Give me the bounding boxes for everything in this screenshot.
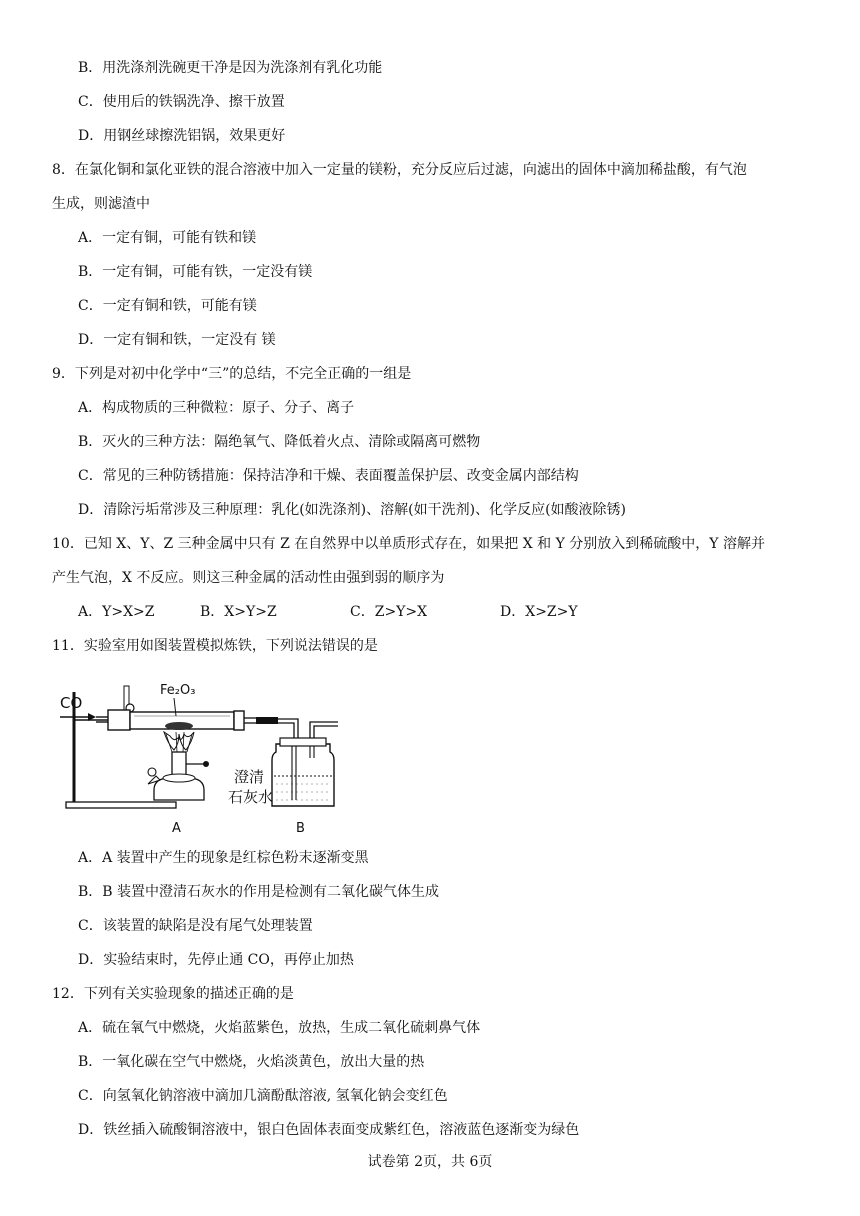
q11-option-d: D．实验结束时，先停止通 CO，再停止加热: [78, 952, 354, 968]
q10-options-row: [78, 602, 578, 622]
q10-option-b: B．X>Y>Z: [200, 604, 277, 620]
q12-option-b: B．一氧化碳在空气中燃烧，火焰淡黄色，放出大量的热: [78, 1054, 425, 1070]
q8-option-d: D．一定有铜和铁，一定没有 镁: [78, 332, 276, 348]
limewater-label-line2: 石灰水: [228, 788, 274, 806]
wash-bottle: [272, 744, 334, 806]
q8-stem-line1: 8．在氯化铜和氯化亚铁的混合溶液中加入一定量的镁粉，充分反应后过滤，向滤出的固体中滴加稀盐酸，有气泡: [52, 162, 747, 178]
q9-option-a: A．构成物质的三种微粒：原子、分子、离子: [78, 400, 355, 416]
q11-stem: 11．实验室用如图装置模拟炼铁，下列说法错误的是: [52, 638, 378, 654]
q11-option-a: A．A 装置中产生的现象是红棕色粉末逐渐变黑: [78, 850, 369, 866]
q8-option-a: A．一定有铜，可能有铁和镁: [78, 230, 257, 246]
q9-stem: 9．下列是对初中化学中“三”的总结，不完全正确的一组是: [52, 366, 412, 382]
left-stopper: [108, 710, 130, 730]
q7-option-d: D．用钢丝球擦洗铝锅，效果更好: [78, 128, 286, 144]
q12-option-c: C．向氢氧化钠溶液中滴加几滴酚酞溶液, 氢氧化钠会变红色: [78, 1088, 448, 1104]
stand-base: [66, 802, 176, 808]
co-label: CO: [60, 694, 83, 712]
page-footer: 试卷第 2页，共 6页: [367, 1154, 493, 1170]
q10-option-c: C．Z>Y>X: [350, 604, 428, 620]
q10-stem-line1: 10．已知 X、Y、Z 三种金属中只有 Z 在自然界中以单质形式存在，如果把 X 和 Y 分别放入到稀硫酸中，Y 溶解并: [52, 536, 765, 552]
fe2o3-label: Fe₂O₃: [160, 683, 196, 698]
q8-option-c: C．一定有铜和铁，可能有镁: [78, 298, 257, 314]
q7-option-c: C．使用后的铁锅洗净、擦干放置: [78, 94, 285, 110]
rubber-tube: [256, 717, 278, 724]
q12-stem: 12．下列有关实验现象的描述正确的是: [52, 986, 294, 1002]
q7-option-b: B．用洗涤剂洗碗更干净是因为洗涤剂有乳化功能: [78, 60, 383, 76]
apparatus-a-label: A: [172, 821, 181, 836]
limewater-label-line1: 澄清: [234, 768, 265, 786]
q12-option-d: D．铁丝插入硫酸铜溶液中，银白色固体表面变成紫红色，溶液蓝色逐渐变为绿色: [78, 1122, 580, 1138]
bottle-stopper: [280, 738, 326, 746]
fe2o3-powder: [165, 722, 193, 730]
q11-option-c: C．该装置的缺陷是没有尾气处理装置: [78, 918, 313, 934]
q8-stem-line2: 生成，则滤渣中: [52, 196, 150, 212]
q10-option-d: D．X>Z>Y: [500, 604, 578, 620]
apparatus-b-label: B: [296, 821, 305, 836]
q9-option-d: D．清除污垢常涉及三种原理：乳化(如洗涤剂)、溶解(如干洗剂)、化学反应(如酸液除锈): [78, 502, 626, 518]
q9-option-b: B．灭火的三种方法：隔绝氧气、降低着火点、清除或隔离可燃物: [78, 434, 481, 450]
q12-option-a: A．硫在氧气中燃烧，火焰蓝紫色，放热，生成二氧化硫刺鼻气体: [78, 1020, 481, 1036]
right-stopper: [234, 711, 244, 730]
q10-stem-line2: 产生气泡，X 不反应。则这三种金属的活动性由强到弱的顺序为: [52, 570, 445, 586]
q10-option-a: A．Y>X>Z: [78, 604, 155, 620]
ironmaking-apparatus-figure: [56, 672, 346, 837]
q11-option-b: B．B 装置中澄清石灰水的作用是检测有二氧化碳气体生成: [78, 884, 440, 900]
q8-option-b: B．一定有铜，可能有铁，一定没有镁: [78, 264, 313, 280]
q9-option-c: C．常见的三种防锈措施：保持洁净和干燥、表面覆盖保护层、改变金属内部结构: [78, 468, 579, 484]
